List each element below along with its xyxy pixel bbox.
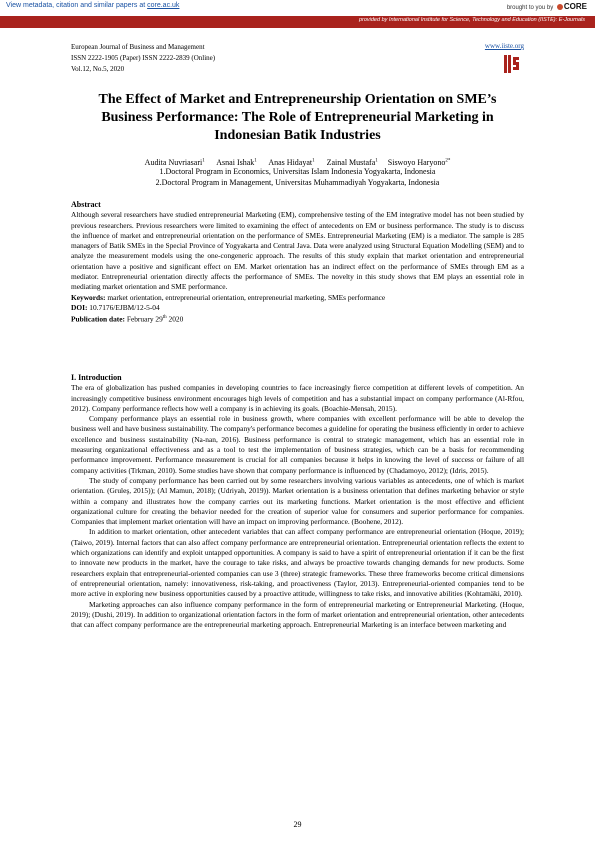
core-brand: brought to you by CORE — [506, 2, 587, 11]
paper-title: The Effect of Market and Entrepreneurship Orientation on SME’s Business Performance: The Role of Entrepreneurial Marketing in Indonesian Batik Industries — [98, 92, 497, 143]
provider-strip — [0, 16, 595, 28]
publication-date-line: Publication date: February 29th 2020 — [71, 314, 184, 324]
author: Zainal Mustafa$^1$ — [326, 157, 378, 167]
iiste-logo — [503, 54, 521, 74]
section-heading: I. Introduction — [71, 373, 122, 382]
journal-info — [71, 42, 215, 75]
affiliation: 1.Doctoral Program in Economics, Universitas Islam Indonesia Yogyakarta, Indonesia — [159, 167, 436, 176]
paragraph: The era of globalization has pushed companies in developing countries to face increasingly fierce competition at different levels of competition. An increasingly competitive business environment encourages high levels of competition and has a substantial impact on company performance (Al-Rfou, 2012). Company performance reflects how well a company is in achieving its goals. (Boachie-Mensah, 2015). — [71, 383, 524, 413]
abstract-heading: Abstract — [71, 200, 101, 209]
author: Asnai Ishak$^1$ — [216, 157, 257, 167]
journal-volume: Vol.12, No.5, 2020 — [71, 65, 125, 73]
paragraph: Marketing approaches can also influence company performance in the form of entrepreneurial marketing or Entrepreneurial Marketing. (Hoque, 2019); (Dushi, 2019). In addition to organizational orientation factors in the form of market orientation and entrepreneurial orientation, other antecedents that can affect company performance are the entrepreneurial marketing approach. Entrepreneurial Marketing is an interface between marketing and — [71, 599, 524, 630]
paragraph: The study of company performance has been carried out by some researchers involving various variables as antecedents, one of which is market orientation. (Gruleş, 2015)); (Al Mamun, 2018); (Udriyah, 2019)). Market orientation is a business orientation that defines marketing behavior or style within a company and illustrates how the company carries out its marketing functions. Market orientation is the most effective and efficient organizational culture for creating the behavior needed for the creation of superior value for consumers and superior performance for companies. Companies that implement market orientation will have an impact on improving performance. (Boohene, 2012). — [71, 475, 524, 527]
core-banner — [0, 0, 595, 14]
doi-line: DOI: 10.7176/EJBM/12-5-04 — [71, 302, 160, 312]
core-metadata-text: View metadata, citation and similar papers at core.ac.uk — [6, 2, 180, 9]
provider-text: provided by International Institute for Science, Technology and Education (IISTE): E-Journals — [358, 17, 585, 23]
abstract-text: Although several researchers have studied entrepreneurial Marketing (EM), comprehensive testing of the EM integrative model has not been studied by previous researchers. Previous researchers were limited to examining the effect of antecedents on EM or business performance. The study is to discuss the influence of market and entrepreneurial orientation on the performance of SMEs. Entrepreneurial Marketing (EM) is a mediator. The sample is 285 managers of Batik SMEs in the Special Province of Yogyakarta and Central Java. Data were analyzed using Structural Equation Modelling (SEM) and to analyze the measurement models using the one-congeneric approach. The results of this study explain that market orientation and entrepreneurial orientation have a positive and significant effect on EM. Market orientation has an indirect effect on the performance of SMEs through EM as a mediator. Entrepreneurial orientation directly affects the performance of SMEs. The novelty in this study shows that EM plays an essential role in mediating market orientation and SME performance. — [71, 210, 524, 292]
affiliation: 2.Doctoral Program in Management, Universitas Muhammadiyah Yogyakarta, Indonesia — [155, 178, 440, 187]
author: Audita Nuvriasari$^1$ — [144, 157, 205, 167]
core-link[interactable]: core.ac.uk — [147, 2, 180, 9]
paragraph: In addition to market orientation, other antecedent variables that can affect company performance are entrepreneurial orientation (Hoque, 2019); (Taiwo, 2019). Internal factors that can also affect company performance are entrepreneurial orientation. Entrepreneurial orientation reflects the extent to which organizations can identify and exploit untapped opportunities. A company is said to have a spirit of entrepreneurial orientation if it can be the first to innovate new products in the market, have the courage to take risks, and always be proactive towards changing demands for new products. Some researchers explain that entrepreneurial-oriented companies can use 3 (three) strategic frameworks. These three frameworks become critical dimensions of entrepreneurial orientation, namely: innovativeness, risk-taking, and proactiveness (Taylor, 2013). Entrepreneurial-oriented companies tend to be more active in exploring new business opportunities caused by a proactive attitude, willingness to take risks, and innovative abilities (Kohtamäki, 2010). — [71, 527, 524, 599]
core-logo-icon — [557, 4, 563, 10]
abstract-section — [71, 200, 524, 325]
keywords-line: Keywords: market orientation, entrepreneurial orientation, entrepreneurial marketing, SMEs performance — [71, 292, 386, 302]
paragraph: Company performance plays an essential role in business growth, where companies with excellent performance will be able to develop the business well and have business sustainability. The company's performance becomes a guideline for operating the business efficiently in order to achieve excellence and business sustainability (Na-nan, 2016). Business performance is central to strategic management, which has an essential role in measuring organizational effectiveness and as a tool to test the implementation of business strategies, which can be a basis for recommending performance improvement. Performance measurement is crucial for all companies because it helps in knowing the level of success or failure of all company activities (Trkman, 2010). Some studies have shown that company performance is influenced by (Chadamoyo, 2012); (Idris, 2015). — [71, 414, 524, 475]
introduction-section — [71, 373, 524, 630]
page-number: 29 — [293, 820, 302, 829]
author: Anas Hidayat$^1$ — [268, 157, 315, 167]
author: Siswoyo Haryono$^{2*}$ — [387, 157, 451, 167]
journal-url-link[interactable]: www.iiste.org — [484, 42, 524, 50]
journal-issn: ISSN 2222-1905 (Paper) ISSN 2222-2839 (Online) — [71, 54, 216, 62]
journal-name: European Journal of Business and Management — [71, 43, 205, 51]
